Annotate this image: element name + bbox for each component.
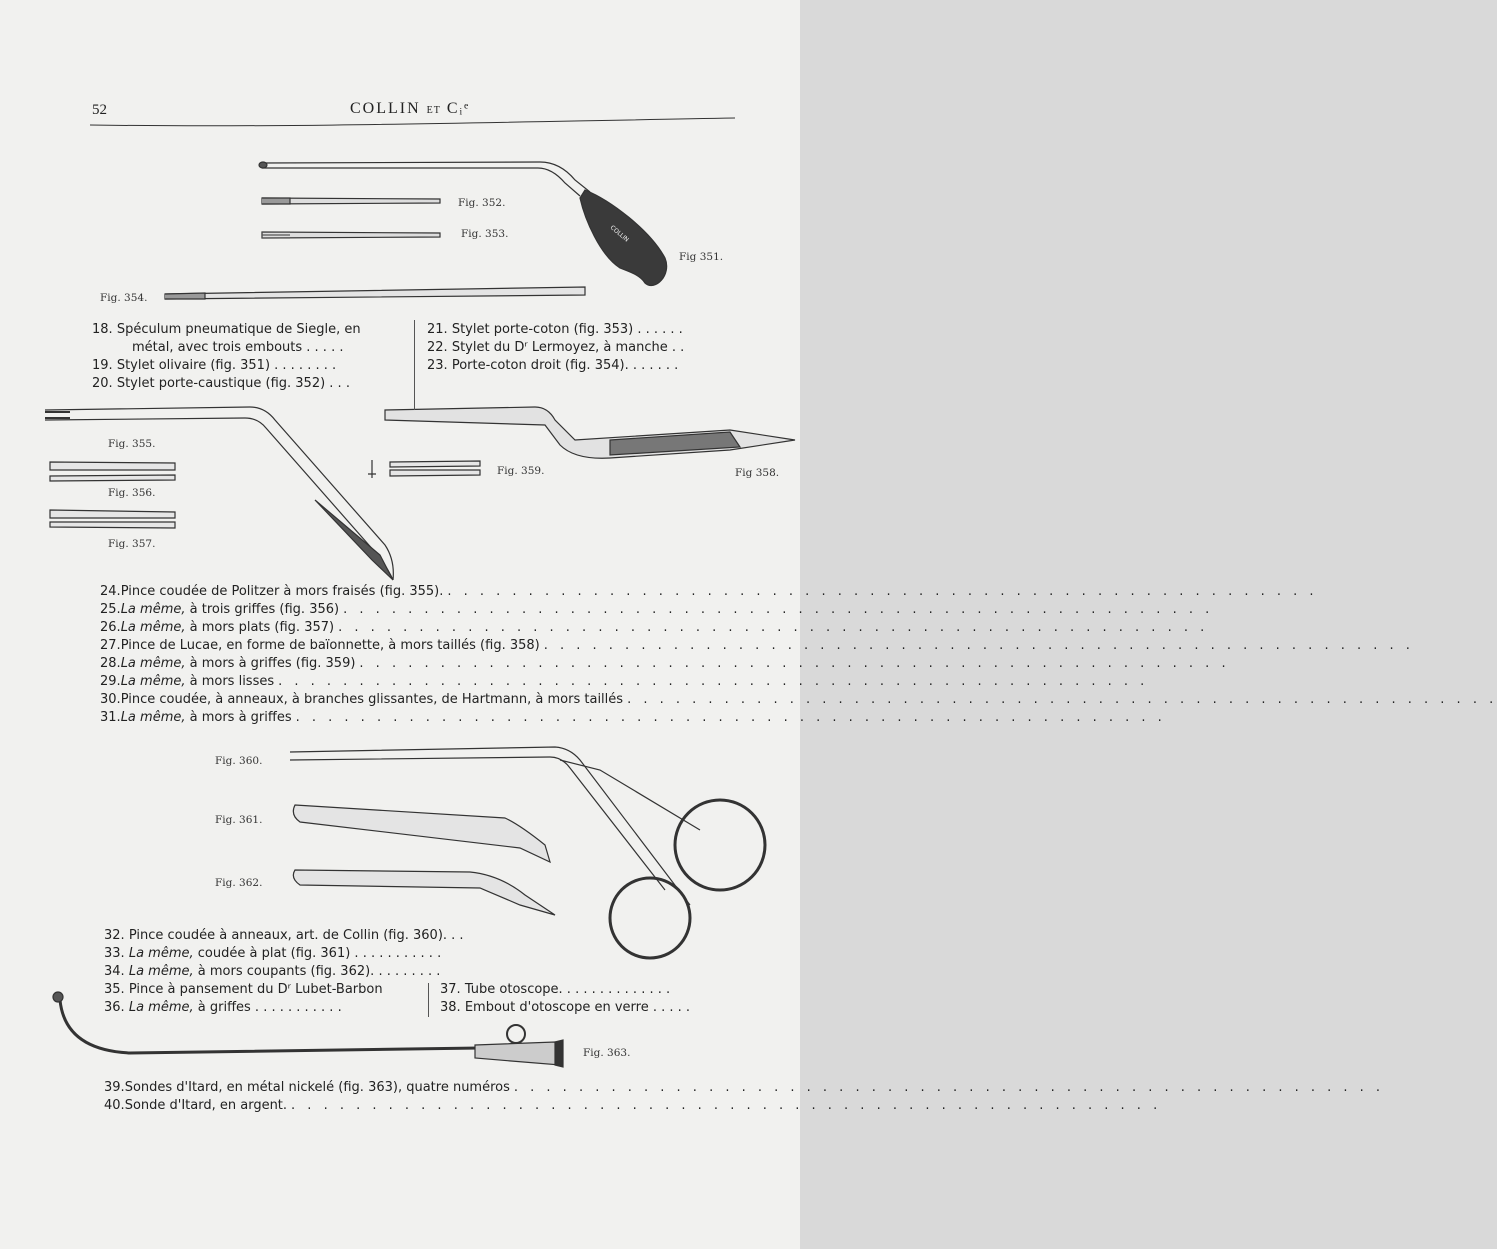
item-number: 28. <box>100 656 121 671</box>
item-text: Embout d'otoscope en verre . . . . . <box>464 1000 691 1015</box>
item-text: Pince à pansement du Dʳ Lubet-Barbon <box>128 982 383 997</box>
item-number: 33. <box>104 946 125 961</box>
fig-359-label: Fig. 359. <box>497 465 545 477</box>
item-italic: La même, <box>120 710 186 725</box>
fig-351-label: Fig 351. <box>679 251 724 263</box>
item-number: 19. <box>92 358 113 373</box>
bracket-divider <box>428 983 429 1017</box>
item-text: Pince de Lucae, en forme de baïonnette, à mors taillés (fig. 358) <box>120 638 540 653</box>
item-text: Sonde d'Itard, en argent. <box>124 1098 288 1113</box>
item-text: à mors lisses <box>185 674 275 689</box>
item-23 <box>427 358 717 373</box>
item-number: 21. <box>427 322 448 337</box>
item-italic: La même, <box>120 620 186 635</box>
item-21 <box>427 322 717 337</box>
fig-362-illustration <box>293 870 555 915</box>
item-37 <box>440 982 720 997</box>
header-rule <box>90 118 735 126</box>
fig-355-illustration <box>45 407 393 580</box>
item-italic: La même, <box>120 674 186 689</box>
item-number: 38. <box>440 1000 461 1015</box>
item-39 <box>104 1080 1385 1098</box>
fig-352-illustration <box>262 198 440 204</box>
item-35 <box>104 982 424 997</box>
company-cie: Cᵢᵉ <box>446 100 471 117</box>
item-italic: La même, <box>128 946 194 961</box>
item-number: 31. <box>100 710 121 725</box>
item-text: à mors coupants (fig. 362). . . . . . . . . <box>193 964 441 979</box>
fig-354-label: Fig. 354. <box>100 292 148 304</box>
item-40 <box>104 1098 1162 1116</box>
item-italic: La même, <box>120 602 186 617</box>
fig-361-illustration <box>293 805 550 862</box>
item-number: 30. <box>100 692 121 707</box>
fig-357-illustration <box>50 510 175 528</box>
item-26 <box>100 620 1209 638</box>
fig-359-illustration <box>368 460 480 478</box>
item-number: 23. <box>427 358 448 373</box>
item-18 <box>92 322 392 337</box>
fig-360-illustration <box>290 747 765 958</box>
fig-356-label: Fig. 356. <box>108 487 156 499</box>
item-28 <box>100 656 1230 674</box>
item-number: 34. <box>104 964 125 979</box>
item-text: à trois griffes (fig. 356) <box>185 602 340 617</box>
fig-352-label: Fig. 352. <box>458 197 506 209</box>
item-text: à mors plats (fig. 357) <box>185 620 335 635</box>
item-text: à mors à griffes (fig. 359) <box>185 656 356 671</box>
company-name: COLLIN <box>350 100 421 117</box>
item-number: 18. <box>92 322 113 337</box>
leader-dots: . . . . . . . . . . . . . . . . . . . . . . . . . . . . . . . . . . . . . . . . . . . . . . . . . . . . . . <box>338 620 1209 635</box>
bracket-divider <box>414 320 415 410</box>
item-italic: La même, <box>128 964 194 979</box>
fig-357-label: Fig. 357. <box>108 538 156 550</box>
leader-dots: . . . . . . . . . . . . . . . . . . . . . . . . . . . . . . . . . . . . . . . . . . . . . . . . . . . . . . <box>291 1098 1162 1113</box>
item-number: 24. <box>100 584 121 599</box>
item-text: Pince coudée, à anneaux, à branches glissantes, de Hartmann, à mors taillés <box>120 692 624 707</box>
fig-354-illustration <box>165 287 585 299</box>
leader-dots: . . . . . . . . . . . . . . . . . . . . . . . . . . . . . . . . . . . . . . . . . . . . . . . . . . . . . . <box>543 638 1414 653</box>
item-36 <box>104 1000 424 1015</box>
item-text: Porte-coton droit (fig. 354). . . . . . . <box>451 358 679 373</box>
item-number: 29. <box>100 674 121 689</box>
item-text: Spéculum pneumatique de Siegle, en <box>116 322 361 337</box>
item-number: 25. <box>100 602 121 617</box>
item-20 <box>92 376 392 391</box>
fig-358-label: Fig 358. <box>735 467 780 479</box>
engraved-collin-351: COLLIN <box>608 224 630 244</box>
company-et: ET <box>426 105 441 116</box>
item-italic: La même, <box>128 1000 194 1015</box>
item-38 <box>440 1000 720 1015</box>
fig-361-label: Fig. 361. <box>215 814 263 826</box>
item-text: Sondes d'Itard, en métal nickelé (fig. 363), quatre numéros <box>124 1080 510 1095</box>
fig-358-illustration <box>385 407 795 458</box>
fig-362-label: Fig. 362. <box>215 877 263 889</box>
leader-dots: . . . . . . . . . . . . . . . . . . . . . . . . . . . . . . . . . . . . . . . . . . . . . . . . . . . . . . <box>359 656 1230 671</box>
item-27 <box>100 638 1414 656</box>
item-number: 36. <box>104 1000 125 1015</box>
item-number: 32. <box>104 928 125 943</box>
item-text: coudée à plat (fig. 361) . . . . . . . . . . . <box>193 946 442 961</box>
item-31 <box>100 710 1166 728</box>
leader-dots: . . . . . . . . . . . . . . . . . . . . . . . . . . . . . . . . . . . . . . . . . . . . . . . . . . . . . . <box>278 674 1149 689</box>
item-text: Stylet porte-coton (fig. 353) . . . . . . <box>451 322 683 337</box>
fig-363-label: Fig. 363. <box>583 1047 631 1059</box>
item-34 <box>104 964 494 979</box>
fig-360-label: Fig. 360. <box>215 755 263 767</box>
fig-351-illustration <box>259 162 667 285</box>
item-number: 26. <box>100 620 121 635</box>
item-text: Pince coudée de Politzer à mors fraisés (fig. 355). <box>120 584 444 599</box>
item-number: 39. <box>104 1080 125 1095</box>
item-number: 22. <box>427 340 448 355</box>
item-text: métal, avec trois embouts . . . . . <box>132 340 344 355</box>
item-33 <box>104 946 494 961</box>
item-24 <box>100 584 1318 602</box>
fig-355-label: Fig. 355. <box>108 438 156 450</box>
item-number: 20. <box>92 376 113 391</box>
item-text: Stylet du Dʳ Lermoyez, à manche . . <box>451 340 685 355</box>
leader-dots: . . . . . . . . . . . . . . . . . . . . . . . . . . . . . . . . . . . . . . . . . . . . . . . . . . . . . . <box>627 692 1497 707</box>
item-number: 35. <box>104 982 125 997</box>
item-text: Stylet olivaire (fig. 351) . . . . . . . . <box>116 358 337 373</box>
item-25 <box>100 602 1214 620</box>
item-22 <box>427 340 717 355</box>
item-number: 40. <box>104 1098 125 1113</box>
item-29 <box>100 674 1149 692</box>
item-number: 37. <box>440 982 461 997</box>
fig-353-label: Fig. 353. <box>461 228 509 240</box>
item-text: Tube otoscope. . . . . . . . . . . . . . <box>464 982 671 997</box>
leader-dots: . . . . . . . . . . . . . . . . . . . . . . . . . . . . . . . . . . . . . . . . . . . . . . . . . . . . . . <box>513 1080 1385 1095</box>
fig-356-illustration <box>50 462 175 481</box>
fig-353-illustration <box>262 232 440 238</box>
item-32 <box>104 928 494 943</box>
item-text: Pince coudée à anneaux, art. de Collin (fig. 360). . . <box>128 928 464 943</box>
leader-dots: . . . . . . . . . . . . . . . . . . . . . . . . . . . . . . . . . . . . . . . . . . . . . . . . . . . . . . <box>295 710 1166 725</box>
item-number: 27. <box>100 638 121 653</box>
item-18-cont <box>132 340 392 355</box>
leader-dots: . . . . . . . . . . . . . . . . . . . . . . . . . . . . . . . . . . . . . . . . . . . . . . . . . . . . . . <box>447 584 1318 599</box>
item-text: Stylet porte-caustique (fig. 352) . . . <box>116 376 350 391</box>
item-30 <box>100 692 1497 710</box>
item-text: à mors à griffes <box>185 710 292 725</box>
page-number: 52 <box>92 102 107 118</box>
item-text: à griffes . . . . . . . . . . . <box>193 1000 342 1015</box>
item-19 <box>92 358 392 373</box>
item-italic: La même, <box>120 656 186 671</box>
leader-dots: . . . . . . . . . . . . . . . . . . . . . . . . . . . . . . . . . . . . . . . . . . . . . . . . . . . . . . <box>343 602 1214 617</box>
